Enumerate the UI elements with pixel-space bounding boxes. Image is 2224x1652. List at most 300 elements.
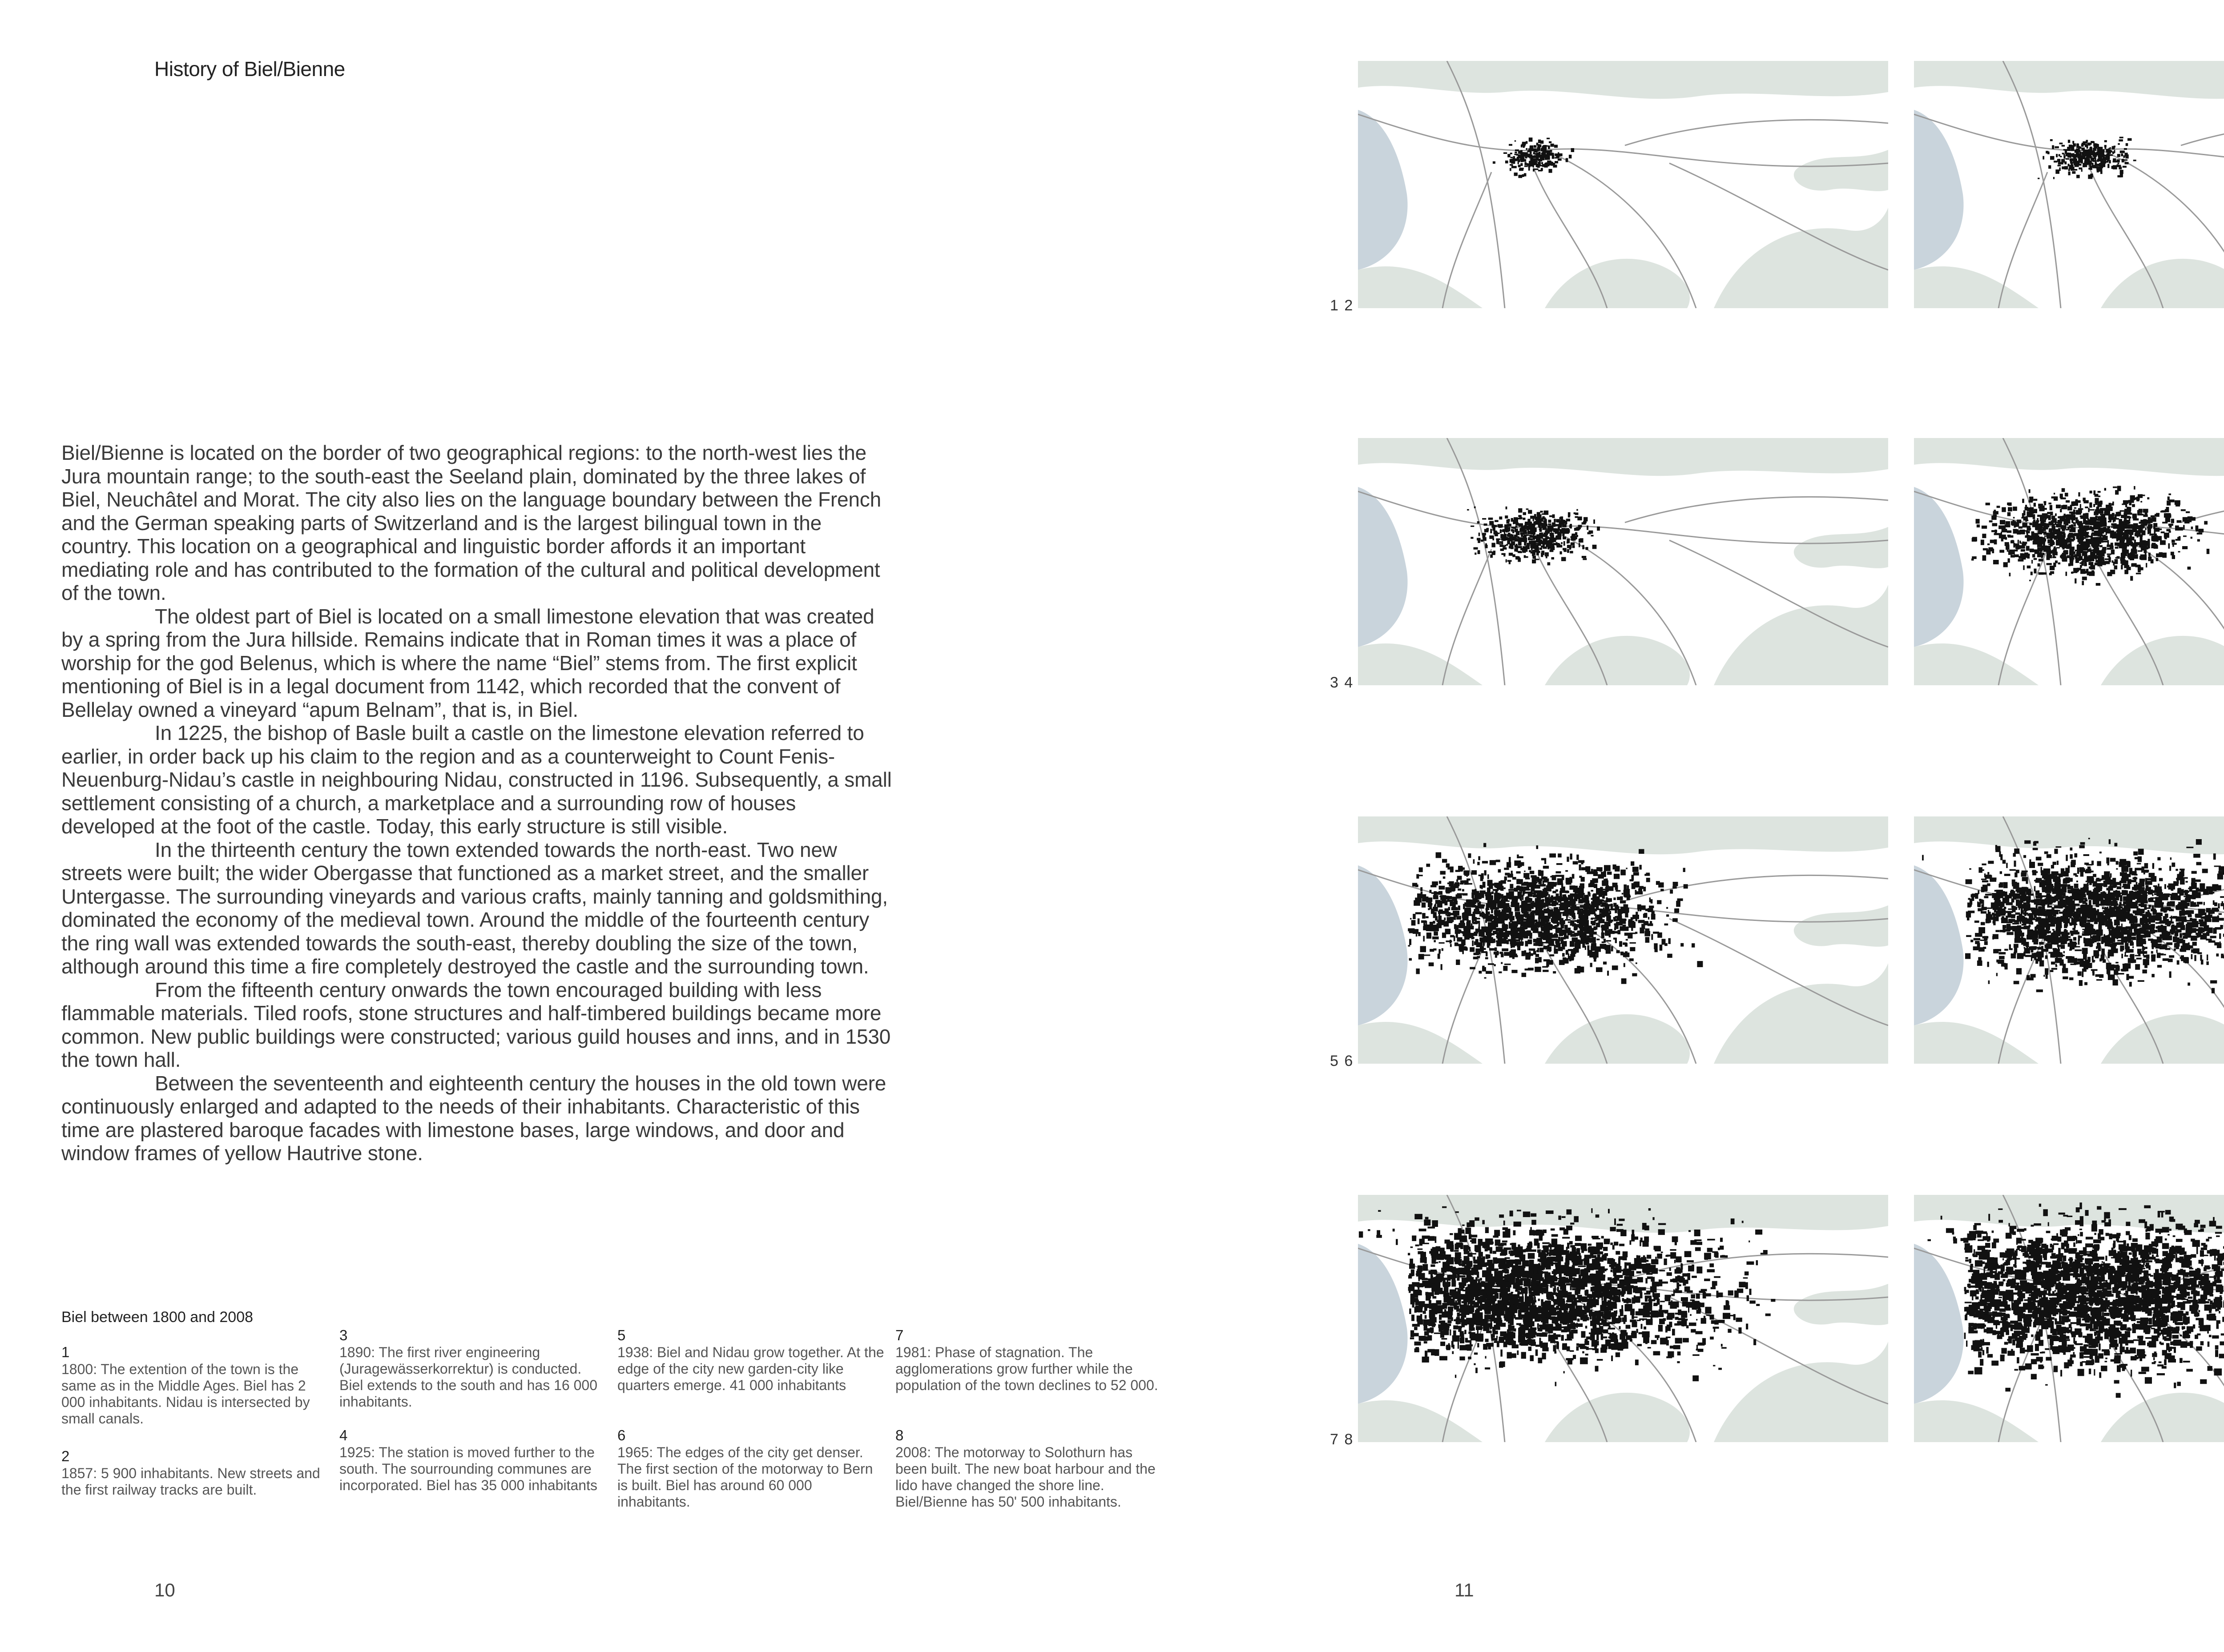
- building-block: [1564, 531, 1569, 534]
- building-block: [2084, 160, 2089, 162]
- building-block: [1558, 527, 1560, 531]
- building-block: [1490, 860, 1496, 865]
- building-block: [2218, 918, 2224, 920]
- building-block: [2175, 526, 2179, 531]
- building-block: [2111, 550, 2115, 555]
- building-block: [1555, 914, 1561, 920]
- building-block: [1457, 876, 1462, 880]
- building-block: [2047, 563, 2052, 565]
- building-block: [2034, 533, 2038, 537]
- building-block: [1467, 509, 1469, 510]
- building-block: [1551, 545, 1553, 549]
- building-block: [2021, 549, 2025, 551]
- building-block: [2154, 528, 2160, 532]
- building-block: [1538, 155, 1542, 158]
- building-block: [1419, 868, 1423, 872]
- building-block: [1541, 912, 1544, 913]
- building-block: [2213, 853, 2216, 860]
- building-block: [2102, 907, 2104, 909]
- building-block: [2052, 929, 2055, 930]
- building-block: [1487, 928, 1492, 932]
- building-block: [2042, 516, 2044, 521]
- building-block: [2107, 554, 2111, 555]
- building-block: [2079, 540, 2083, 544]
- building-block: [1565, 919, 1571, 921]
- building-block: [2102, 163, 2105, 167]
- building-block: [1515, 861, 1518, 863]
- building-block: [2093, 572, 2095, 574]
- building-block: [2026, 546, 2030, 551]
- building-block: [2066, 572, 2067, 576]
- building-block: [2031, 510, 2034, 514]
- building-block: [1595, 946, 1601, 952]
- timeline-entry-2: [61, 1447, 328, 1498]
- building-block: [1518, 864, 1522, 867]
- entry-number: 3: [339, 1327, 348, 1343]
- building-block: [2133, 519, 2139, 521]
- building-block: [1447, 867, 1452, 870]
- building-block: [1518, 551, 1521, 553]
- building-block: [1488, 551, 1492, 553]
- building-block: [2132, 504, 2135, 507]
- building-block: [2002, 507, 2006, 512]
- building-block: [1446, 864, 1450, 868]
- building-block: [1622, 909, 1626, 912]
- building-block: [1612, 965, 1618, 970]
- building-block: [2079, 867, 2084, 872]
- building-block: [2164, 535, 2167, 539]
- building-block: [1539, 548, 1542, 550]
- building-block: [1583, 934, 1587, 940]
- building-block: [1536, 536, 1540, 539]
- building-block: [1651, 914, 1656, 920]
- building-block: [1986, 502, 1990, 505]
- building-block: [1628, 933, 1632, 938]
- building-block: [1505, 161, 1508, 163]
- building-block: [2046, 151, 2048, 153]
- building-block: [1481, 885, 1483, 889]
- building-block: [2098, 144, 2099, 148]
- building-block: [1450, 944, 1452, 947]
- building-block: [2099, 156, 2102, 158]
- building-block: [1553, 543, 1556, 545]
- building-block: [1565, 929, 1570, 933]
- building-block: [1583, 558, 1587, 560]
- building-block: [1604, 924, 1608, 928]
- building-block: [1582, 545, 1584, 550]
- building-block: [1570, 893, 1576, 897]
- building-block: [1554, 530, 1558, 532]
- building-block: [2039, 537, 2041, 539]
- building-block: [2111, 503, 2114, 506]
- building-block: [2107, 164, 2109, 168]
- building-block: [1494, 964, 1496, 966]
- building-block: [2083, 544, 2085, 549]
- building-block: [1502, 949, 1508, 951]
- building-block: [2082, 560, 2088, 562]
- building-block: [1587, 526, 1588, 530]
- building-block: [2136, 573, 2141, 575]
- building-block: [1594, 952, 1599, 958]
- building-block: [1470, 947, 1475, 952]
- building-block: [2109, 160, 2111, 164]
- building-block: [1475, 553, 1476, 555]
- building-block: [1989, 520, 1993, 523]
- map-panel: [1914, 816, 2224, 1064]
- building-block: [1474, 506, 1476, 508]
- building-block: [1994, 510, 1996, 512]
- building-block: [1490, 904, 1497, 910]
- building-block: [2121, 153, 2123, 156]
- building-block: [2078, 533, 2079, 535]
- building-block: [2141, 531, 2145, 535]
- building-block: [1550, 904, 1552, 906]
- building-block: [2138, 849, 2144, 855]
- building-block: [1595, 900, 1601, 904]
- building-block: [1512, 942, 1515, 948]
- building-block: [1429, 962, 1434, 966]
- building-block: [1573, 949, 1576, 954]
- building-block: [1428, 897, 1432, 902]
- building-block: [1507, 541, 1510, 544]
- building-block: [2074, 884, 2079, 888]
- building-block: [2043, 548, 2047, 552]
- building-block: [1522, 174, 1524, 177]
- building-block: [1523, 934, 1528, 938]
- building-block: [1471, 892, 1474, 898]
- paragraph: In 1225, the bishop of Basle built a castle on the limestone elevation referred to earlier, in order back up his claim to the region and as a counterweight to Count Fenis-Neuenburg-Nidau’s castle in neighbouring Nidau, constructed in 1196. Subsequently, a small settlement consisting of a church, a marketplace and a surrounding row of houses developed at the foot of the castle. Today, this early structure is still visible.: [61, 721, 892, 838]
- building-block: [2001, 535, 2006, 539]
- building-block: [1475, 949, 1480, 955]
- building-block: [1472, 941, 1474, 946]
- building-block: [1433, 895, 1438, 900]
- building-block: [1607, 971, 1609, 976]
- building-block: [2104, 140, 2107, 142]
- page-number-left: 10: [154, 1580, 175, 1600]
- building-block: [1519, 538, 1524, 541]
- building-block: [2067, 541, 2071, 543]
- building-block: [1525, 941, 1528, 947]
- building-block: [2117, 159, 2120, 162]
- building-block: [2196, 526, 2199, 531]
- building-block: [1639, 886, 1644, 889]
- building-block: [2005, 525, 2010, 527]
- building-block: [2006, 911, 2013, 913]
- building-block: [2208, 941, 2216, 943]
- building-block: [2191, 537, 2192, 539]
- building-block: [1486, 952, 1488, 957]
- building-block: [1526, 508, 1529, 510]
- building-block: [1532, 530, 1535, 532]
- building-block: [1644, 931, 1650, 936]
- building-block: [1472, 937, 1475, 939]
- building-block: [1424, 925, 1430, 929]
- building-block: [2151, 517, 2156, 522]
- building-block: [2071, 513, 2073, 516]
- building-block: [1621, 978, 1627, 984]
- building-block: [1650, 921, 1652, 925]
- building-block: [1658, 882, 1664, 888]
- entry-text: 2008: The motorway to Solothurn has been built. The new boat harbour and the lido have changed the shore line. Biel/Bienne has 50' 500 inhabitants.: [895, 1444, 1156, 1510]
- building-block: [2144, 542, 2147, 546]
- building-block: [1500, 529, 1502, 533]
- building-block: [1538, 170, 1542, 172]
- building-block: [1513, 933, 1519, 937]
- building-block: [2062, 153, 2064, 155]
- building-block: [2037, 518, 2039, 523]
- building-block: [2147, 528, 2151, 531]
- building-block: [2058, 165, 2061, 167]
- building-block: [2006, 916, 2008, 918]
- building-block: [1580, 883, 1584, 888]
- building-block: [2121, 151, 2125, 153]
- building-block: [1499, 916, 1503, 919]
- building-block: [2031, 572, 2033, 575]
- building-block: [1521, 534, 1523, 537]
- building-block: [2044, 503, 2046, 505]
- building-block: [1655, 949, 1658, 952]
- building-block: [2119, 167, 2122, 169]
- building-block: [1535, 163, 1537, 165]
- building-block: [1503, 153, 1507, 154]
- building-block: [1473, 859, 1475, 864]
- building-block: [2074, 533, 2078, 535]
- building-block: [1438, 949, 1441, 953]
- building-block: [1922, 855, 1924, 861]
- building-block: [1537, 521, 1539, 523]
- building-block: [1554, 519, 1556, 523]
- timeline-entry-7: [895, 1326, 1162, 1394]
- building-block: [1487, 941, 1491, 946]
- building-block: [2113, 965, 2117, 969]
- building-block: [1537, 895, 1541, 900]
- building-block: [2006, 932, 2013, 935]
- building-block: [2082, 969, 2087, 972]
- building-block: [1523, 518, 1525, 520]
- building-block: [1540, 539, 1542, 544]
- building-block: [1524, 152, 1528, 156]
- building-block: [1519, 945, 1523, 946]
- building-block: [2094, 545, 2097, 550]
- building-block: [1507, 519, 1510, 522]
- building-block: [1574, 934, 1578, 937]
- building-block: [2081, 525, 2083, 527]
- building-block: [2087, 957, 2091, 962]
- building-block: [1433, 921, 1435, 924]
- building-block: [2093, 929, 2095, 935]
- building-block: [2113, 165, 2117, 169]
- building-block: [2183, 525, 2185, 530]
- building-block: [2018, 559, 2024, 562]
- building-block: [1510, 923, 1511, 927]
- building-block: [2103, 520, 2107, 522]
- building-block: [1536, 905, 1539, 909]
- building-block: [1589, 933, 1594, 937]
- building-block: [1570, 854, 1572, 860]
- building-block: [1495, 520, 1499, 522]
- building-block: [1540, 932, 1543, 937]
- building-block: [2039, 544, 2042, 546]
- building-block: [2109, 503, 2111, 506]
- building-block: [2009, 573, 2011, 576]
- building-block: [1666, 914, 1669, 916]
- building-block: [1513, 166, 1517, 168]
- building-block: [1527, 940, 1532, 945]
- building-block: [2056, 846, 2062, 848]
- timeline-entry-6: [617, 1427, 884, 1510]
- building-block: [1572, 546, 1575, 548]
- building-block: [2076, 175, 2080, 178]
- building-block: [2127, 507, 2131, 511]
- building-block: [2096, 166, 2100, 170]
- building-block: [2087, 920, 2094, 922]
- building-block: [2034, 558, 2037, 560]
- building-block: [1512, 539, 1515, 541]
- building-block: [1441, 964, 1442, 970]
- building-block: [2082, 155, 2085, 157]
- building-block: [1439, 881, 1441, 884]
- building-block: [1543, 970, 1549, 972]
- building-block: [1521, 525, 1523, 528]
- building-block: [1541, 858, 1546, 860]
- building-block: [2071, 556, 2075, 558]
- building-block: [2074, 154, 2077, 157]
- building-block: [2098, 559, 2101, 560]
- building-block: [2110, 570, 2115, 574]
- building-block: [1532, 555, 1536, 559]
- building-block: [1472, 917, 1477, 921]
- building-block: [1490, 924, 1491, 926]
- building-block: [1454, 942, 1458, 946]
- building-block: [2039, 559, 2043, 562]
- building-block: [2071, 860, 2076, 865]
- building-block: [1418, 954, 1424, 959]
- building-block: [1576, 509, 1578, 511]
- building-block: [1526, 141, 1527, 144]
- building-block: [1624, 894, 1630, 897]
- building-block: [2057, 945, 2062, 947]
- building-block: [2148, 553, 2151, 556]
- building-block: [1597, 889, 1601, 892]
- building-block: [1624, 933, 1628, 936]
- building-block: [1503, 888, 1506, 889]
- building-block: [2066, 516, 2071, 519]
- building-block: [1435, 918, 1438, 919]
- building-block: [1520, 546, 1522, 550]
- building-block: [2024, 525, 2027, 527]
- building-block: [1559, 931, 1563, 937]
- building-block: [2092, 154, 2096, 155]
- building-block: [1567, 549, 1569, 553]
- building-block: [2164, 884, 2166, 889]
- building-block: [1510, 884, 1513, 889]
- building-block: [1556, 871, 1561, 873]
- building-block: [1511, 161, 1515, 164]
- building-block: [1533, 165, 1534, 167]
- building-block: [2143, 550, 2147, 553]
- building-block: [1523, 532, 1527, 534]
- building-block: [1617, 930, 1620, 934]
- building-block: [2038, 863, 2043, 866]
- building-block: [2046, 973, 2048, 979]
- building-block: [1477, 956, 1480, 958]
- building-block: [1472, 889, 1475, 892]
- building-block: [2124, 511, 2127, 516]
- building-block: [2052, 552, 2058, 555]
- building-block: [2197, 533, 2203, 535]
- map-graphic: [1914, 816, 2224, 1064]
- building-block: [1522, 142, 1526, 145]
- building-block: [1974, 938, 1980, 940]
- building-block: [1542, 157, 1544, 159]
- building-block: [2139, 904, 2141, 906]
- building-block: [2107, 555, 2111, 557]
- building-block: [1440, 871, 1446, 875]
- building-block: [2123, 166, 2127, 168]
- building-block: [1577, 910, 1581, 913]
- building-block: [2219, 941, 2220, 943]
- building-block: [1438, 911, 1445, 914]
- building-block: [1591, 922, 1593, 924]
- building-block: [2138, 551, 2143, 552]
- building-block: [2079, 845, 2084, 848]
- building-block: [1982, 869, 1984, 871]
- building-block: [2118, 163, 2119, 164]
- building-block: [1534, 156, 1537, 158]
- building-block: [2099, 516, 2101, 521]
- building-block: [2080, 569, 2086, 574]
- building-block: [1674, 908, 1679, 913]
- building-block: [1463, 904, 1465, 909]
- building-block: [2095, 515, 2097, 520]
- building-block: [1572, 937, 1578, 942]
- building-block: [1566, 916, 1568, 919]
- building-block: [2065, 493, 2068, 496]
- building-block: [2119, 527, 2124, 531]
- building-block: [2137, 863, 2141, 864]
- building-block: [2079, 146, 2081, 149]
- building-block: [1426, 933, 1431, 939]
- building-block: [2111, 546, 2114, 549]
- building-block: [2038, 542, 2043, 544]
- building-block: [1587, 871, 1593, 874]
- building-block: [1617, 909, 1623, 914]
- building-block: [1615, 866, 1620, 872]
- entry-text: 1965: The edges of the city get denser. The first section of the motorway to Bern is built. Biel has around 60 000 inhabitants.: [617, 1444, 873, 1510]
- building-block: [2180, 933, 2182, 938]
- building-block: [1633, 872, 1639, 876]
- building-block: [1499, 972, 1502, 973]
- building-block: [2026, 531, 2030, 533]
- building-block: [1528, 905, 1531, 911]
- building-block: [2050, 566, 2055, 570]
- building-block: [1601, 872, 1606, 874]
- building-block: [1474, 911, 1478, 914]
- building-block: [2074, 853, 2077, 857]
- building-block: [2104, 145, 2107, 148]
- building-block: [1604, 912, 1610, 916]
- building-block: [2055, 169, 2059, 174]
- building-block: [1458, 888, 1461, 891]
- entry-text: 1925: The station is moved further to the south. The sourrounding communes are incorporated. Biel has 35 000 inhabitants: [339, 1444, 597, 1493]
- building-block: [1602, 889, 1606, 890]
- building-block: [2078, 492, 2080, 497]
- building-block: [1550, 924, 1551, 926]
- building-block: [1582, 522, 1586, 524]
- building-block: [2079, 521, 2082, 524]
- building-block: [2156, 538, 2158, 540]
- map-graphic: [1914, 61, 2224, 308]
